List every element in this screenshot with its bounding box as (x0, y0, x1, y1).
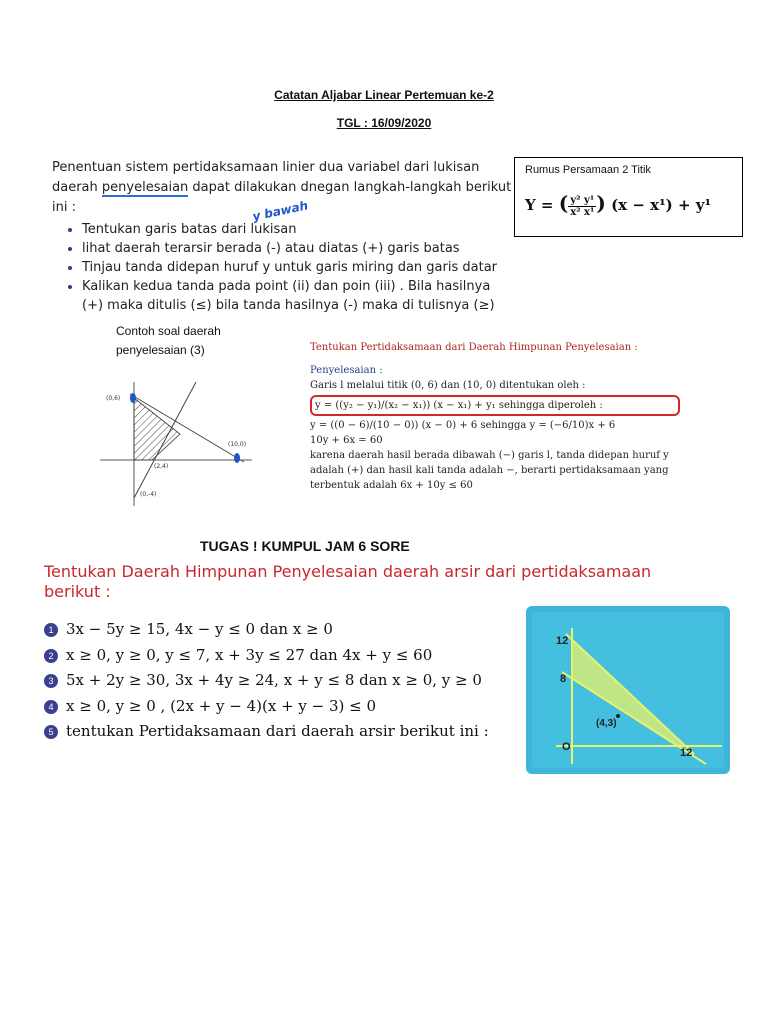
formula-lhs: Y = (525, 196, 554, 214)
intro-step: • lihat daerah terarsir berada (-) atau diatas (+) garis batas (82, 239, 512, 258)
example-formula-circled: y = ((y₂ − y₁)/(x₂ − x₁)) (x − x₁) + y₁ sehingga diperoleh : (310, 395, 680, 416)
intro-step: • Tinjau tanda didepan huruf y untuk garis miring dan garis datar (82, 258, 512, 277)
tugas-item: 3 5x + 2y ≥ 30, 3x + 4y ≥ 24, x + y ≤ 8 dan x ≥ 0, y ≥ 0 (44, 671, 524, 697)
intro-step: • Kalikan kedua tanda pada point (ii) dan poin (iii) . Bila hasilnya (+) maka ditulis (≤) bila tanda hasilnya (-) maka di tulisnya (≥) (82, 277, 512, 315)
intro-step: • Tentukan garis batas dari lukisan (82, 220, 512, 239)
tugas-item: 2 x ≥ 0, y ≥ 0, y ≤ 7, x + 3y ≤ 27 dan 4x + y ≤ 60 (44, 646, 524, 672)
label-point: (4,3) (596, 718, 617, 729)
tugas-label: TUGAS ! KUMPUL JAM 6 SORE (200, 538, 410, 554)
formula-fraction: $\frac{\text{y² y¹}}{\text{x² x¹}}$ (570, 194, 595, 218)
number-bullet: 4 (44, 700, 58, 714)
formula-title: Rumus Persamaan 2 Titik (525, 164, 651, 176)
number-bullet: 3 (44, 674, 58, 688)
point-marker (616, 714, 620, 718)
intro-text-2: dapat dilakukan dnegan langkah-langkah berikut ini : (52, 180, 512, 215)
example-solution (310, 340, 680, 493)
label-0-6: (0,6) (106, 395, 121, 402)
contoh-label: Contoh soal daerah penyelesaian (3) (116, 324, 221, 357)
task-graph (526, 606, 730, 774)
hatched-region (134, 398, 180, 460)
example-line: 10y + 6x = 60 (310, 435, 383, 446)
number-bullet: 5 (44, 725, 58, 739)
label-12-y: 12 (556, 635, 569, 647)
label-0-neg4: (0,-4) (140, 491, 157, 498)
label-2-4: (2,4) (154, 463, 169, 470)
example-graph (96, 378, 254, 508)
intro-text-1: Penentuan sistem pertidaksamaan linier dua variabel dari lukisan daerah (52, 160, 480, 195)
label-10-0: (10,0) (228, 441, 247, 448)
tugas-item: 1 3x − 5y ≥ 15, 4x − y ≤ 0 dan x ≥ 0 (44, 620, 524, 646)
example-line: Garis l melalui titik (0, 6) dan (10, 0) ditentukan oleh : (310, 380, 586, 391)
example-sub: Penyelesaian : (310, 365, 383, 376)
intro-text-underlined: penyelesaian (101, 180, 189, 195)
marker-a (130, 393, 136, 403)
intro-steps-list (52, 220, 512, 315)
formula-box (514, 157, 743, 237)
example-heading: Tentukan Pertidaksamaan dari Daerah Himpunan Penyelesaian : (310, 342, 638, 353)
tugas-item: 5 tentukan Pertidaksamaan dari daerah arsir berikut ini : (44, 722, 524, 748)
page-date: TGL : 16/09/2020 (336, 116, 432, 130)
number-bullet: 1 (44, 623, 58, 637)
formula-rhs: (x − x¹) + y¹ (611, 196, 712, 214)
page-title: Catatan Aljabar Linear Pertemuan ke-2 (274, 88, 494, 102)
number-bullet: 2 (44, 649, 58, 663)
tugas-heading: Tentukan Daerah Himpunan Penyelesaian daerah arsir dari pertidaksamaan berikut : (44, 562, 652, 601)
example-line: karena daerah hasil berada dibawah (−) garis l, tanda didepan huruf y adalah (+) dan hasil kali tanda adalah −, berarti pertidaksamaan yang terbentuk adalah 6x + 10y ≤ 60 (310, 450, 669, 491)
marker-b (234, 453, 240, 463)
tugas-list (44, 620, 524, 748)
label-12-x: 12 (680, 747, 693, 759)
formula-equation: Y = ( $\frac{\text{y² y¹}}{\text{x² x¹}}$ ) (x − x¹) + y¹ (525, 191, 712, 218)
intro-section (52, 158, 512, 315)
example-line: y = ((0 − 6)/(10 − 0)) (x − 0) + 6 sehingga y = (−6/10)x + 6 (310, 420, 616, 431)
tugas-item: 4 x ≥ 0, y ≥ 0 , (2x + y − 4)(x + y − 3) ≤ 0 (44, 697, 524, 723)
label-origin: O (562, 741, 571, 753)
label-8: 8 (560, 673, 567, 685)
handwritten-note: y bawah (251, 198, 310, 224)
